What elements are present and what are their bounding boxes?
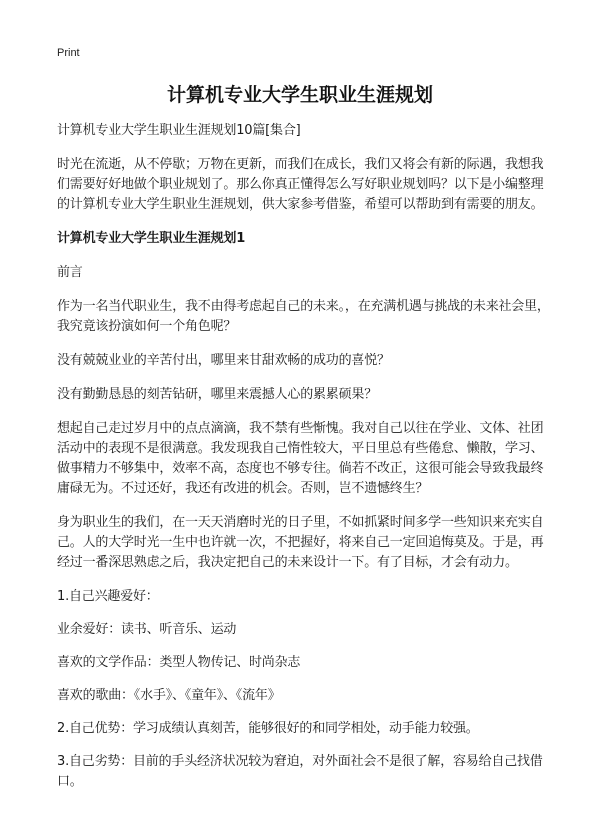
list-item: 喜欢的歌曲：《水手》、《童年》、《流年》 <box>57 688 281 703</box>
preface-label: 前言 <box>57 265 83 280</box>
list-item: 喜欢的文学作品：类型人物传记、时尚杂志 <box>57 655 301 670</box>
body-paragraph: 没有勤勤恳恳的刻苦钻研，哪里来震撼人心的累累硕果？ <box>57 387 378 402</box>
list-item: 业余爱好：读书、听音乐、运动 <box>57 622 237 637</box>
body-paragraph: 作为一名当代职业生，我不由得考虑起自己的未来。，在充满机遇与挑战的未来社会里，我究竟该扮演如何一个角色呢？ <box>57 299 550 334</box>
list-item: 1.自己兴趣爱好： <box>57 589 159 604</box>
body-paragraph: 没有兢兢业业的辛苦付出，哪里来甘甜欢畅的成功的喜悦？ <box>57 353 390 368</box>
section-heading: 计算机专业大学生职业生涯规划1 <box>57 231 246 246</box>
list-item: 3.自己劣势：目前的手头经济状况较为窘迫，对外面社会不是很了解，容易给自己找借口。 <box>57 754 543 789</box>
body-paragraph: 身为职业生的我们，在一天天消磨时光的日子里，不如抓紧时间多学一些知识来充实自己。人的大学时光一生中也许就一次，不把握好，将来自己一定回追悔莫及。于是，再经过一番深思熟虑之后，我决定把自己的未来设计一下。有了目标，才会有动力。 <box>57 515 544 570</box>
print-label: Print <box>57 47 80 59</box>
page-title: 计算机专业大学生职业生涯规划 <box>166 84 433 106</box>
intro-paragraph: 时光在流逝，从不停歇；万物在更新，而我们在成长，我们又将会有新的际遇，我想我们需要好好地做个职业规划了。那么你真正懂得怎么写好职业规划吗？以下是小编整理的计算机专业大学生职业生涯规划，供大家参考借鉴，希望可以帮助到有需要的朋友。 <box>57 157 544 212</box>
subtitle-paragraph: 计算机专业大学生职业生涯规划10篇[集合] <box>57 123 301 138</box>
document-body <box>57 121 553 805</box>
body-paragraph: 想起自己走过岁月中的点点滴滴，我不禁有些惭愧。我对自己以往在学业、文体、社团活动中的表现不是很满意。我发现我自己惰性较大，平日里总有些倦怠、懒散，学习、做事精力不够集中，效率不高，态度也不够专往。倘若不改正，这很可能会导致我最终庸碌无为。不过还好，我还有改进的机会。否则，岂不遗憾终生？ <box>57 421 544 496</box>
list-item: 2.自己优势：学习成绩认真刻苦，能够很好的和同学相处，动手能力较强。 <box>57 721 479 736</box>
